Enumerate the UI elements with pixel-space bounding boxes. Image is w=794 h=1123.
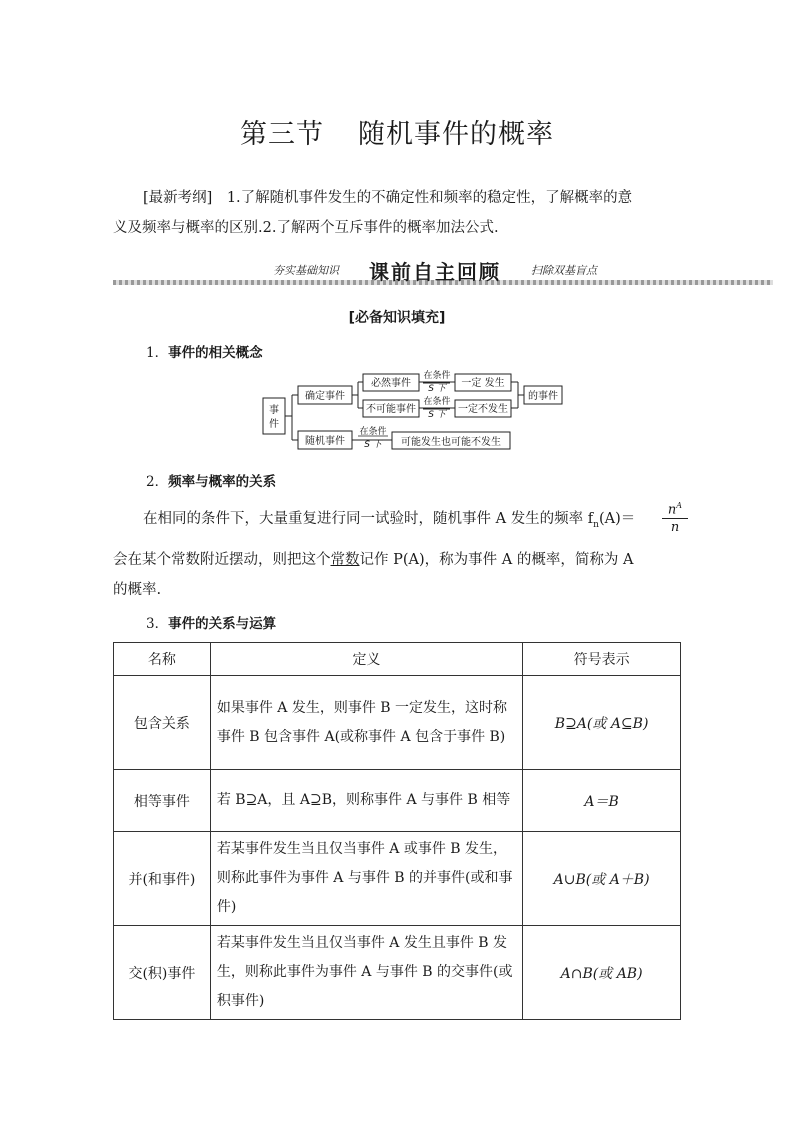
banner-title: 课前自主回顾 — [369, 260, 501, 284]
root-label-bottom: 件 — [269, 419, 279, 430]
table-header-row — [114, 643, 681, 676]
random-event-label: 随机事件 — [305, 436, 345, 447]
condition-top-2: 在条件 — [423, 397, 451, 407]
section-banner — [113, 256, 773, 284]
section-3-heading — [146, 612, 276, 632]
fraction-numerator: $n^A$ — [662, 498, 688, 519]
section-3-title: 事件的关系与运算 — [168, 616, 277, 632]
root-label-top: 事 — [269, 405, 279, 416]
impossible-event-label: 不可能事件 — [366, 404, 416, 415]
event-relations-table — [113, 642, 681, 1020]
section-1-heading — [146, 341, 263, 361]
row-definition: 若某事件发生当且仅当事件 A 发生且事件 B 发生，则称此事件为事件 A 与事件 B 的交事件(或积事件) — [210, 926, 522, 1020]
frequency-text: 在相同的条件下，大量重复进行同一试验时，随机事件 A 发生的频率 f — [143, 511, 594, 527]
table-row — [114, 676, 681, 770]
title-section-number: 第三节 — [240, 119, 324, 150]
row-definition: 若 B⊇A，且 A⊇B，则称事件 A 与事件 B 相等 — [210, 770, 522, 832]
banner-right-text: 扫除双基盲点 — [531, 264, 597, 277]
outcome-impossible-label: 一定不发生 — [458, 404, 508, 415]
table-row — [114, 832, 681, 926]
header-name: 名称 — [114, 643, 211, 676]
condition-bottom-2: S 下 — [428, 410, 446, 420]
banner-left-text: 夯实基础知识 — [273, 264, 339, 277]
row-name: 相等事件 — [114, 770, 211, 832]
condition-top-3: 在条件 — [359, 427, 387, 437]
frequency-line-3: 的概率. — [113, 582, 162, 598]
frequency-line-1 — [143, 505, 635, 540]
frequency-subscript: n — [593, 519, 599, 530]
row-symbol: A∩B(或 AB) — [523, 926, 681, 1020]
frequency-fraction — [662, 498, 688, 537]
sure-event-label: 必然事件 — [371, 378, 411, 389]
knowledge-heading: [必备知识填充] — [348, 310, 446, 326]
row-symbol: A∪B(或 A＋B) — [523, 832, 681, 926]
title-text: 随机事件的概率 — [358, 119, 554, 150]
table-row — [114, 926, 681, 1020]
row-name: 包含关系 — [114, 676, 211, 770]
condition-bottom-3: S 下 — [364, 440, 382, 450]
certain-event-label: 确定事件 — [305, 391, 345, 402]
section-2-title: 频率与概率的关系 — [168, 474, 277, 490]
section-1-number: 1． — [146, 345, 169, 361]
row-name: 并(和事件) — [114, 832, 211, 926]
frequency-tail: (A)＝ — [598, 511, 636, 527]
condition-bottom-1: S 下 — [428, 384, 446, 394]
page-title — [0, 112, 794, 151]
outcome-random-label: 可能发生也可能不发生 — [401, 437, 501, 448]
constant-underlined: 常数 — [330, 552, 360, 568]
outcome-sure-label: 一定 发生 — [461, 378, 505, 389]
row-name: 交(积)事件 — [114, 926, 211, 1020]
objectives-line-1: [最新考纲] 1.了解随机事件发生的不确定性和频率的稳定性，了解概率的意 — [143, 190, 633, 206]
header-symbol: 符号表示 — [523, 643, 681, 676]
row-definition: 如果事件 A 发生，则事件 B 一定发生，这时称事件 B 包含事件 A(或称事件 A 包含于事件 B) — [210, 676, 522, 770]
section-2-heading — [146, 470, 276, 490]
header-definition: 定义 — [210, 643, 522, 676]
row-definition: 若某事件发生当且仅当事件 A 或事件 B 发生，则称此事件为事件 A 与事件 B 的并事件(或和事件) — [210, 832, 522, 926]
table-row — [114, 770, 681, 832]
frequency-line-2: 会在某个常数附近摆动，则把这个常数记作 P(A)，称为事件 A 的概率，简称为 A — [113, 552, 634, 568]
event-concept-diagram — [262, 370, 572, 460]
section-3-number: 3． — [146, 616, 169, 632]
section-2-number: 2． — [146, 474, 169, 490]
objectives-line-2: 义及频率与概率的区别.2.了解两个互斥事件的概率加法公式. — [113, 220, 499, 236]
condition-top-1: 在条件 — [423, 371, 451, 381]
row-symbol: A＝B — [523, 770, 681, 832]
row-symbol: B⊇A(或 A⊆B) — [523, 676, 681, 770]
fraction-denominator: n — [670, 520, 680, 536]
section-1-title: 事件的相关概念 — [168, 345, 263, 361]
suffix-label: 的事件 — [528, 391, 558, 402]
